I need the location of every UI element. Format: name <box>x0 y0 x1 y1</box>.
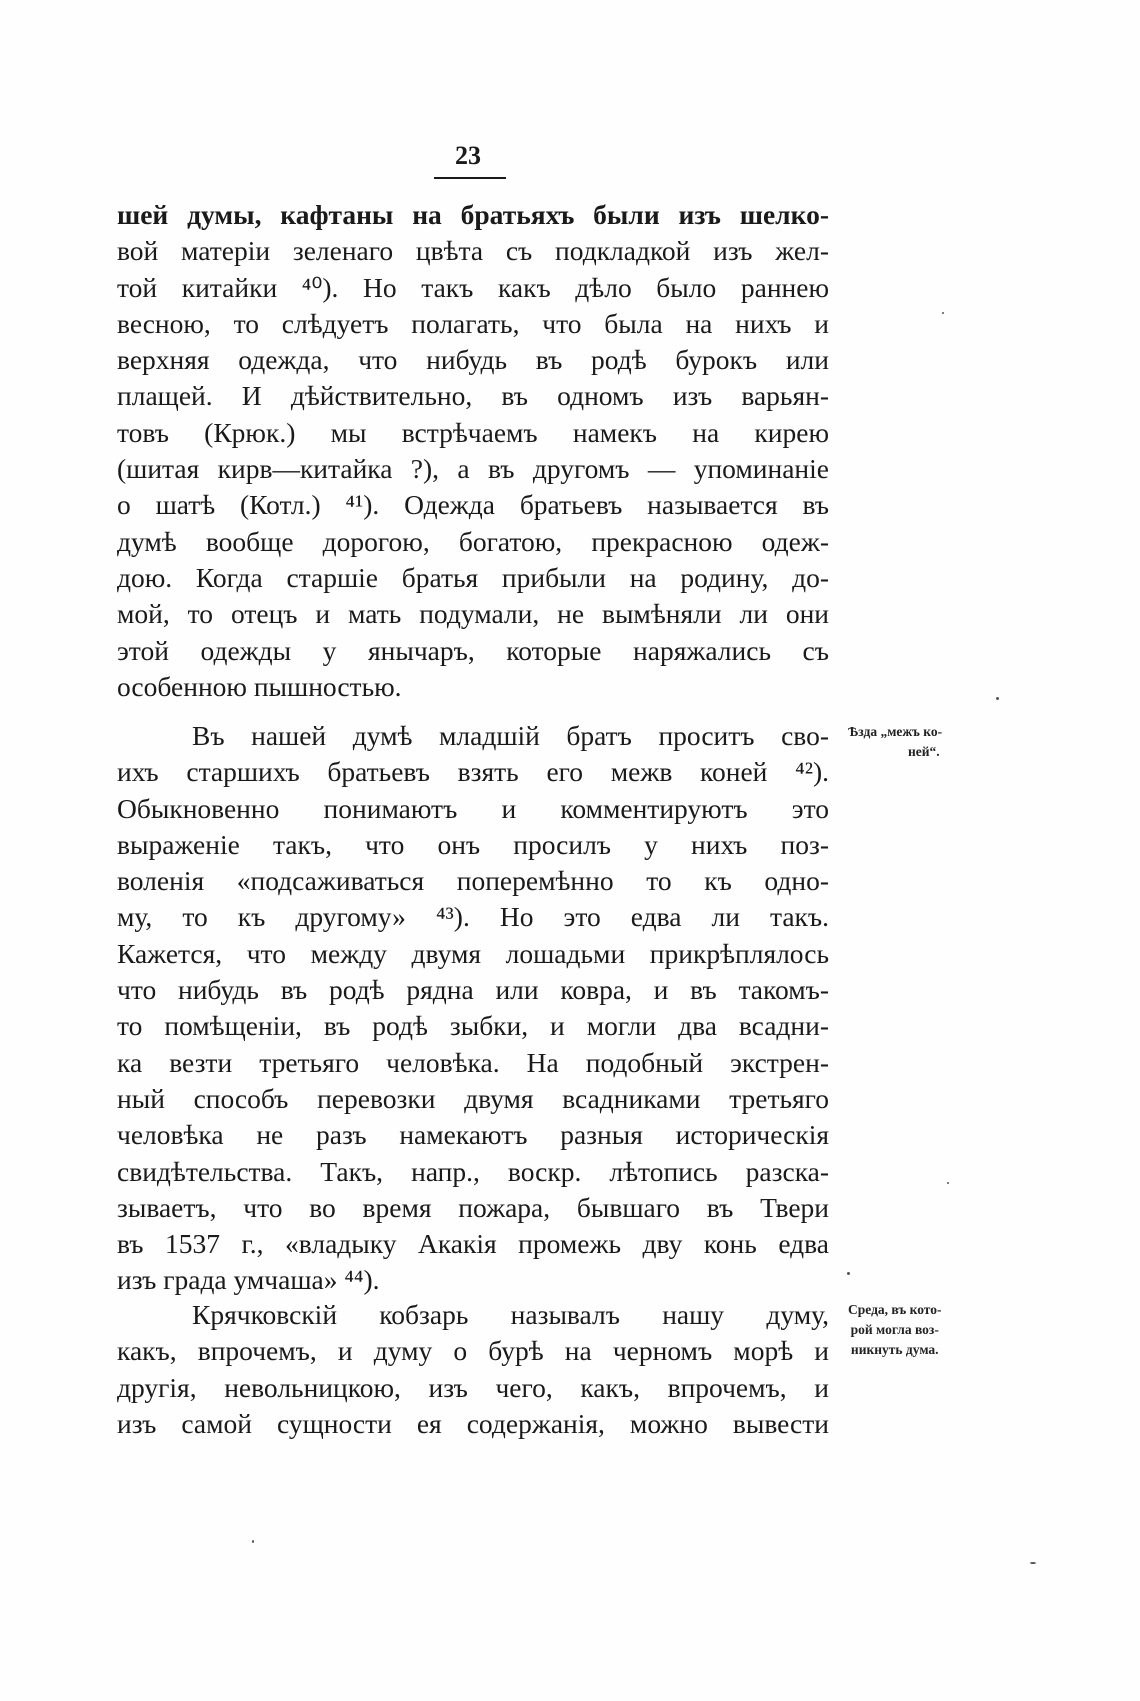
text-line: мой, то отецъ и мать подумали, не вымѣняли ли они <box>117 598 829 630</box>
text-line: шей думы, кафтаны на братьяхъ были изъ шелко- <box>117 199 829 230</box>
text-line: Въ нашей думѣ младшій братъ проситъ сво- <box>192 720 829 751</box>
text-line: то помѣщеніи, въ родѣ зыбки, и могли два всадни- <box>117 1010 829 1042</box>
print-speck <box>996 697 999 700</box>
print-speck <box>947 1182 949 1184</box>
text-line: (шитая кирв—китайка ?), а въ другомъ — упоминаніе <box>117 453 829 485</box>
text-line: изъ самой сущности ея содержанія, можно вывести <box>117 1407 829 1439</box>
text-line: этой одежды у янычаръ, которые наряжались съ <box>117 634 829 666</box>
text-line: выраженіе такъ, что онъ просилъ у нихъ поз- <box>117 828 829 860</box>
text-line: ихъ старшихъ братьевъ взять его межв коней ⁴²). <box>117 756 829 788</box>
text-line: му, то къ другому» ⁴³). Но это едва ли такъ. <box>117 901 829 933</box>
page-number: 23 <box>455 141 481 170</box>
text-line: той китайки ⁴⁰). Но такъ какъ дѣло было раннею <box>117 271 829 303</box>
page-number-rule <box>434 177 506 179</box>
print-speck <box>1030 1562 1036 1564</box>
text-line: Кажется, что между двумя лошадьми прикрѣплялось <box>117 937 829 969</box>
margin-note-line: Ѣзда „межъ ко- <box>848 724 943 739</box>
text-line: о шатѣ (Котл.) ⁴¹). Одежда братьевъ называется въ <box>117 489 829 521</box>
margin-note-line: рой могла воз- <box>850 1322 939 1337</box>
print-speck <box>942 312 944 314</box>
text-line: дою. Когда старшіе братья прибыли на родину, до- <box>117 561 829 593</box>
text-line: думѣ вообще дорогою, богатою, прекрасною одеж- <box>117 525 829 557</box>
text-line: плащей. И дѣйствительно, въ одномъ изъ варьян- <box>117 380 829 412</box>
margin-note-line: ней“. <box>908 744 940 759</box>
margin-note-riding-between-horses <box>848 722 942 762</box>
text-line: зываетъ, что во время пожара, бывшаго въ Твери <box>117 1191 829 1223</box>
text-line: изъ града умчаша» ⁴⁴). <box>117 1264 380 1296</box>
text-line: весною, то слѣдуетъ полагать, что была на нихъ и <box>117 307 829 339</box>
text-line: Крячковскій кобзарь называлъ нашу думу, <box>192 1299 829 1330</box>
paragraph-1 <box>117 197 829 705</box>
print-speck <box>847 1272 850 1275</box>
text-line: воленія «подсаживаться поперемѣнно то къ одно- <box>117 865 829 897</box>
margin-note-line: никнуть дума. <box>850 1342 939 1357</box>
text-line: ный способъ перевозки двумя всадниками третьяго <box>117 1082 829 1114</box>
text-line: человѣка не разъ намекаютъ разныя историческія <box>117 1119 829 1151</box>
margin-note-line: Среда, въ кото- <box>848 1302 942 1317</box>
text-line: въ 1537 г., «владыку Акакія промежь дву конь едва <box>117 1228 829 1260</box>
text-line: что нибудь въ родѣ рядна или ковра, и въ такомъ- <box>117 974 829 1006</box>
text-line: свидѣтельства. Такъ, напр., воскр. лѣтопись разска- <box>117 1155 829 1187</box>
print-speck <box>252 1540 254 1543</box>
paragraph-2 <box>117 718 829 1299</box>
paragraph-3 <box>117 1297 829 1442</box>
text-line: особенною пышностью. <box>117 670 402 702</box>
text-line: товъ (Крюк.) мы встрѣчаемъ намекъ на кирею <box>117 416 829 448</box>
text-line: Обыкновенно понимаютъ и комментируютъ это <box>117 792 829 824</box>
text-line: ка везти третьяго человѣка. На подобный экстрен- <box>117 1046 829 1078</box>
margin-note-origin-environment <box>848 1300 941 1360</box>
text-line: какъ, впрочемъ, и думу о бурѣ на черномъ морѣ и <box>117 1335 829 1367</box>
text-line: другія, невольницкою, изъ чего, какъ, впрочемъ, и <box>117 1371 829 1403</box>
text-line: вой матеріи зеленаго цвѣта съ подкладкой изъ жел- <box>117 235 829 267</box>
text-line: верхняя одежда, что нибудь въ родѣ бурокъ или <box>117 344 829 376</box>
